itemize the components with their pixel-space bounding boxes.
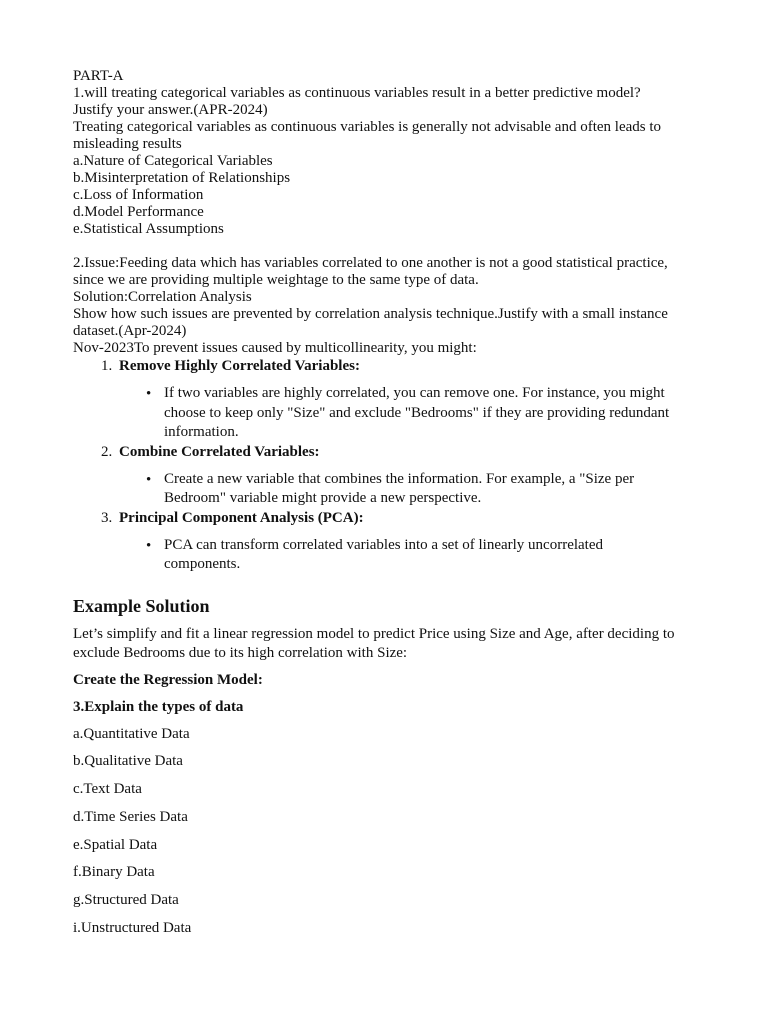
data-type-item: d.Time Series Data [73,808,188,825]
item-number: 2. [101,443,113,460]
bullet-list [119,462,703,509]
bullet-item [146,462,703,509]
q3-title: 3.Explain the types of data [73,698,244,715]
item-title: Principal Component Analysis (PCA): [119,509,364,526]
data-type-item: i.Unstructured Data [73,920,192,937]
q2-show-line-2: dataset.(Apr-2024) [73,323,187,339]
bullet-list [119,376,703,443]
list-item [73,509,703,575]
bullet-icon: • [146,471,152,488]
q2-issue-line-1: 2.Issue:Feeding data which has variables correlated to one another is not a good statistical practice, [73,255,668,271]
numbered-list [73,357,703,575]
bullet-icon: • [146,537,152,554]
q1-point: b.Misinterpretation of Relationships [73,170,291,186]
q1-answer-line-1: Treating categorical variables as continuous variables is generally not advisable and often leads to [73,119,662,135]
list-item [73,357,703,443]
data-type-item: a.Quantitative Data [73,725,190,742]
q1-point: e.Statistical Assumptions [73,221,224,237]
bullet-line: Bedroom" variable might provide a new perspective. [164,490,482,506]
bullet-line: If two variables are highly correlated, you can remove one. For instance, you might [164,385,665,401]
data-type-item: e.Spatial Data [73,836,158,853]
item-number: 3. [101,509,113,526]
data-type-item: g.Structured Data [73,892,179,909]
bullet-line: Create a new variable that combines the information. For example, a "Size per [164,470,635,487]
bullet-line: choose to keep only "Size" and exclude "Bedrooms" if they are providing redundant [164,404,670,421]
bullet-list [119,528,703,575]
q1-point: d.Model Performance [73,204,204,220]
q1-point: c.Loss of Information [73,187,204,203]
data-type-item: b.Qualitative Data [73,753,183,770]
example-heading: Example Solution [73,595,210,616]
data-type-item: f.Binary Data [73,864,155,881]
bullet-item [146,376,703,443]
q2-solution: Solution:Correlation Analysis [73,289,252,305]
q1-line-2: Justify your answer.(APR-2024) [73,102,268,118]
q2-show-line-1: Show how such issues are prevented by correlation analysis technique.Justify with a small instance [73,306,668,322]
q1-answer-line-2: misleading results [73,136,182,152]
example-para-line-1: Let’s simplify and fit a linear regression model to predict Price using Size and Age, after deciding to [73,625,675,642]
part-heading: PART-A [73,68,124,84]
bullet-line: PCA can transform correlated variables into a set of linearly uncorrelated [164,536,603,553]
bullet-line: components. [164,556,241,572]
create-model-heading: Create the Regression Model: [73,671,263,688]
q1-point: a.Nature of Categorical Variables [73,153,273,169]
q2-issue-line-2: since we are providing multiple weightage to the same type of data. [73,272,479,288]
q2-nov-line: Nov-2023To prevent issues caused by multicollinearity, you might: [73,340,477,356]
document-page [73,68,703,947]
bullet-line: information. [164,424,239,440]
item-title: Remove Highly Correlated Variables: [119,358,360,374]
blank-line [73,238,703,255]
q1-line-1: 1.will treating categorical variables as continuous variables result in a better predictive model? [73,85,641,101]
bullet-item [146,528,703,575]
example-para-line-2: exclude Bedrooms due to its high correlation with Size: [73,644,408,661]
item-title: Combine Correlated Variables: [119,443,320,460]
list-item [73,443,703,509]
data-types-list [73,725,703,947]
data-type-item: c.Text Data [73,781,142,798]
item-number: 1. [101,358,113,374]
bullet-icon: • [146,386,152,402]
